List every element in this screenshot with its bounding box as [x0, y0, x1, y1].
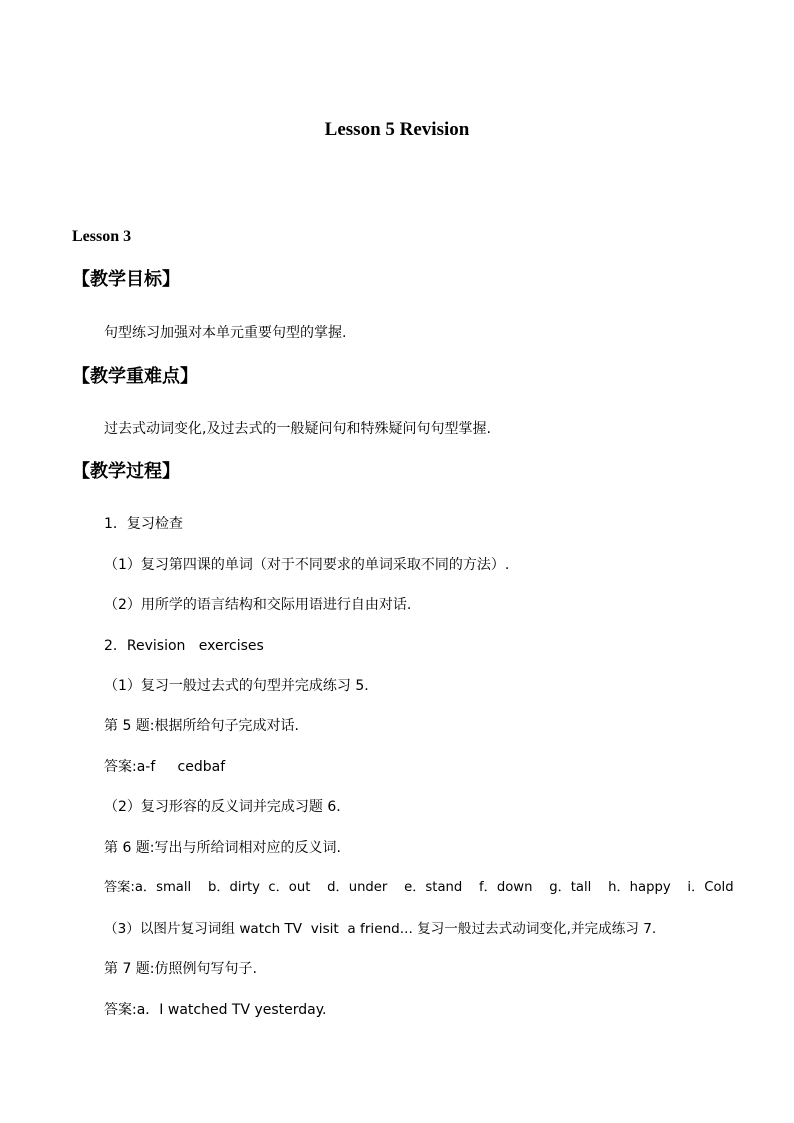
process-line: （1）复习一般过去式的句型并完成练习 5.	[104, 678, 369, 694]
process-line: 1．复习检查	[104, 516, 183, 532]
page-title: Lesson 5 Revision	[324, 119, 470, 140]
process-line: （2）复习形容的反义词并完成习题 6.	[104, 799, 341, 815]
process-line: 2．Revision exercises	[104, 638, 264, 654]
section-heading-objectives: 【教学目标】	[72, 269, 180, 290]
process-line: 第 6 题:写出与所给词相对应的反义词.	[104, 840, 341, 856]
objectives-text: 句型练习加强对本单元重要句型的掌握.	[104, 325, 347, 341]
process-line: 第 5 题:根据所给句子完成对话.	[104, 718, 299, 734]
process-line: 答案:a-f cedbaf	[104, 759, 226, 775]
process-line: （1）复习第四课的单词（对于不同要求的单词采取不同的方法）.	[104, 557, 510, 573]
section-heading-key-points: 【教学重难点】	[72, 366, 198, 387]
process-line: 答案:a．I watched TV yesterday.	[104, 1002, 327, 1018]
process-line: （3）以图片复习词组 watch TV visit a friend... 复习一般过去式动词变化,并完成练习 7.	[104, 921, 657, 937]
process-line: 第 7 题:仿照例句写句子.	[104, 961, 257, 977]
key-points-text: 过去式动词变化,及过去式的一般疑问句和特殊疑问句句型掌握.	[104, 421, 491, 437]
process-line: 答案:a．small b．dirty c．out d．under e．stand f．down g．tall h．happy i．Cold	[104, 880, 734, 895]
section-heading-process: 【教学过程】	[72, 461, 180, 482]
lesson-subtitle: Lesson 3	[72, 228, 132, 245]
process-line: （2）用所学的语言结构和交际用语进行自由对话.	[104, 597, 412, 613]
